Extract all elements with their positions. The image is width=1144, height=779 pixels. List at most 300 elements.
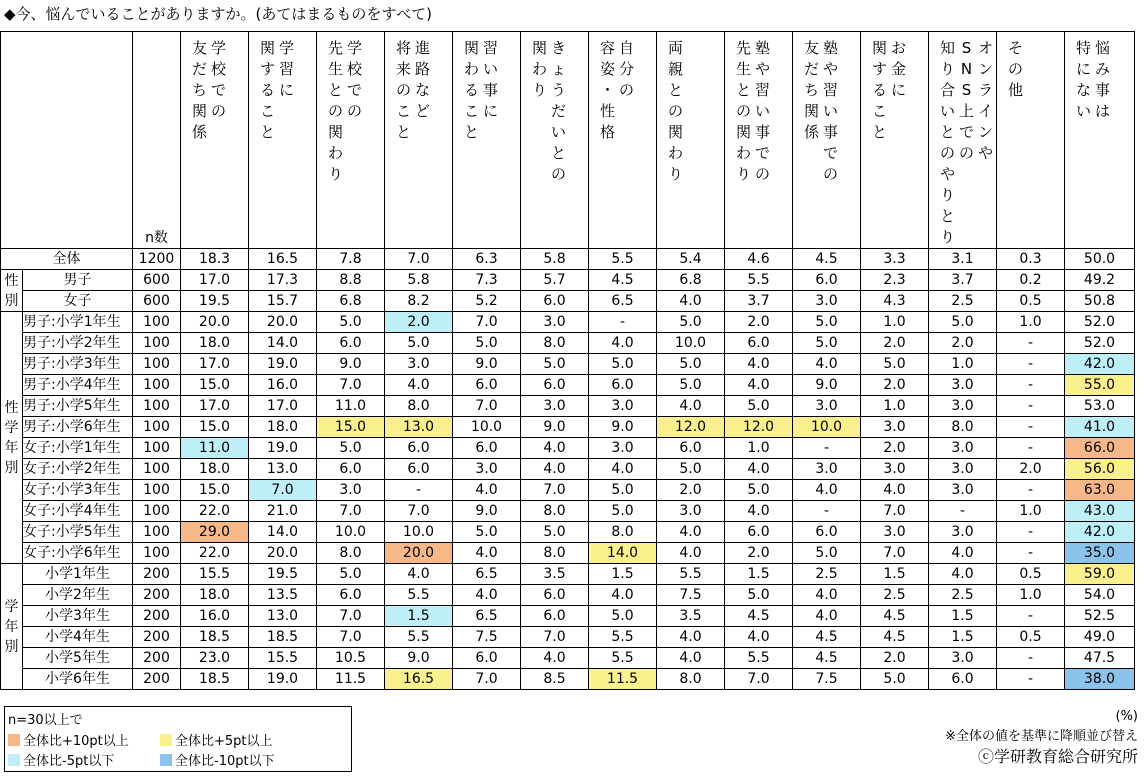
value-cell: 6.0 bbox=[657, 438, 725, 459]
value-cell: 5.0 bbox=[793, 312, 861, 333]
value-cell: 4.0 bbox=[725, 354, 793, 375]
table-row bbox=[1, 291, 1135, 312]
value-cell: 5.0 bbox=[725, 585, 793, 606]
value-cell: 4.0 bbox=[385, 375, 453, 396]
value-cell: 4.5 bbox=[793, 648, 861, 669]
table-row bbox=[1, 417, 1135, 438]
value-cell: 4.5 bbox=[725, 606, 793, 627]
header-char: 事 bbox=[482, 81, 498, 99]
value-cell: 4.0 bbox=[657, 543, 725, 564]
column-header-line bbox=[414, 38, 431, 143]
header-char: 習 bbox=[822, 81, 838, 99]
value-cell: 43.0 bbox=[1065, 501, 1135, 522]
header-char: り bbox=[531, 81, 547, 99]
value-cell: 5.0 bbox=[725, 396, 793, 417]
header-char: 学 bbox=[346, 39, 362, 57]
value-cell: 4.0 bbox=[453, 585, 521, 606]
value-cell: 3.3 bbox=[861, 249, 929, 270]
header-char: で bbox=[346, 81, 362, 99]
value-cell: 0.5 bbox=[997, 564, 1065, 585]
value-cell: 4.0 bbox=[453, 543, 521, 564]
value-cell: 6.8 bbox=[317, 291, 385, 312]
header-char: と bbox=[395, 123, 411, 141]
value-cell: 15.5 bbox=[249, 648, 317, 669]
value-cell: 8.0 bbox=[385, 396, 453, 417]
value-cell: 4.3 bbox=[861, 291, 929, 312]
group-label-char: 年 bbox=[4, 618, 19, 635]
row-label: 女子 bbox=[23, 291, 133, 312]
header-char: こ bbox=[871, 102, 887, 120]
column-header bbox=[249, 32, 317, 249]
value-cell: 3.0 bbox=[521, 312, 589, 333]
value-cell: 4.0 bbox=[589, 459, 657, 480]
value-cell: 50.0 bbox=[1065, 249, 1135, 270]
table-row bbox=[1, 585, 1135, 606]
header-char: に bbox=[482, 102, 498, 120]
legend-title: n=30以上で bbox=[8, 713, 83, 728]
value-cell: 0.2 bbox=[997, 270, 1065, 291]
value-cell: 4.5 bbox=[861, 627, 929, 648]
value-cell: 3.0 bbox=[929, 438, 997, 459]
legend-item-yellow bbox=[160, 730, 273, 749]
value-cell: 3.0 bbox=[929, 375, 997, 396]
column-header bbox=[589, 32, 657, 249]
value-cell: - bbox=[997, 354, 1065, 375]
value-cell: 42.0 bbox=[1065, 522, 1135, 543]
value-cell: - bbox=[997, 375, 1065, 396]
header-char: い bbox=[550, 123, 566, 141]
column-header bbox=[385, 32, 453, 249]
header-char: い bbox=[1075, 102, 1091, 120]
table-row bbox=[1, 480, 1135, 501]
table-row bbox=[1, 501, 1135, 522]
column-header bbox=[997, 32, 1065, 249]
n-cell: 100 bbox=[133, 501, 181, 522]
value-cell: 5.0 bbox=[589, 480, 657, 501]
value-cell: 5.5 bbox=[589, 249, 657, 270]
header-char: わ bbox=[531, 60, 547, 78]
row-label: 男子:小学6年生 bbox=[23, 417, 133, 438]
value-cell: 10.0 bbox=[657, 333, 725, 354]
value-cell: 18.0 bbox=[249, 417, 317, 438]
legend-label: 全体比-10pt以下 bbox=[175, 754, 275, 769]
row-label: 小学4年生 bbox=[23, 627, 133, 648]
table-row bbox=[1, 249, 1135, 270]
column-header-line bbox=[977, 38, 994, 248]
column-header-line bbox=[939, 38, 956, 248]
header-char: 金 bbox=[890, 60, 906, 78]
header-char: 関 bbox=[327, 123, 343, 141]
value-cell: 4.0 bbox=[453, 480, 521, 501]
value-cell: 3.0 bbox=[861, 417, 929, 438]
value-cell: 15.0 bbox=[181, 417, 249, 438]
value-cell: 7.8 bbox=[317, 249, 385, 270]
header-char: 学 bbox=[210, 39, 226, 57]
value-cell: 9.0 bbox=[317, 354, 385, 375]
column-header-line bbox=[395, 38, 412, 143]
value-cell: 5.5 bbox=[725, 648, 793, 669]
value-cell: 3.0 bbox=[861, 522, 929, 543]
legend-item-cyan bbox=[8, 750, 114, 769]
value-cell: 6.8 bbox=[657, 270, 725, 291]
header-char: こ bbox=[259, 102, 275, 120]
column-header-line bbox=[259, 38, 276, 143]
value-cell: - bbox=[793, 438, 861, 459]
value-cell: 4.0 bbox=[793, 480, 861, 501]
value-cell: 11.5 bbox=[589, 669, 657, 690]
header-char: り bbox=[667, 165, 683, 183]
header-char: で bbox=[822, 144, 838, 162]
value-cell: 17.0 bbox=[249, 396, 317, 417]
sort-note: ※全体の値を基準に降順並び替え bbox=[945, 729, 1138, 744]
value-cell: - bbox=[997, 522, 1065, 543]
value-cell: 6.0 bbox=[521, 375, 589, 396]
group-label bbox=[1, 312, 23, 564]
header-char: い bbox=[754, 102, 770, 120]
value-cell: 10.0 bbox=[453, 417, 521, 438]
value-cell: 52.0 bbox=[1065, 312, 1135, 333]
value-cell: 49.2 bbox=[1065, 270, 1135, 291]
column-header bbox=[181, 32, 249, 249]
header-char: と bbox=[871, 123, 887, 141]
header-char: い bbox=[822, 102, 838, 120]
column-header bbox=[657, 32, 725, 249]
value-cell: 6.0 bbox=[589, 375, 657, 396]
column-header-line bbox=[890, 38, 907, 143]
value-cell: 1.0 bbox=[861, 396, 929, 417]
value-cell: 3.5 bbox=[521, 564, 589, 585]
header-char: わ bbox=[667, 144, 683, 162]
legend-item-blue bbox=[160, 750, 275, 769]
column-header-line bbox=[327, 38, 344, 185]
value-cell: 3.1 bbox=[929, 249, 997, 270]
header-char: の bbox=[1007, 60, 1023, 78]
header-char: わ bbox=[327, 144, 343, 162]
header-char: 係 bbox=[803, 123, 819, 141]
column-header-line bbox=[278, 38, 295, 143]
value-cell: 20.0 bbox=[249, 312, 317, 333]
value-cell: 5.0 bbox=[317, 438, 385, 459]
value-cell: 3.0 bbox=[929, 459, 997, 480]
value-cell: 1.5 bbox=[725, 564, 793, 585]
column-header-line bbox=[667, 38, 684, 185]
value-cell: 18.0 bbox=[181, 333, 249, 354]
header-char: 進 bbox=[414, 39, 430, 57]
header-char: り bbox=[939, 186, 955, 204]
column-header-line bbox=[210, 38, 227, 143]
header-char: ち bbox=[803, 81, 819, 99]
value-cell: 18.0 bbox=[181, 585, 249, 606]
value-cell: 1.5 bbox=[929, 627, 997, 648]
value-cell: 1.0 bbox=[725, 438, 793, 459]
group-label-char: 学 bbox=[4, 419, 19, 436]
group-label bbox=[1, 270, 23, 312]
value-cell: 9.0 bbox=[793, 375, 861, 396]
value-cell: 20.0 bbox=[385, 543, 453, 564]
header-char: で bbox=[754, 144, 770, 162]
value-cell: 38.0 bbox=[1065, 669, 1135, 690]
value-cell: 5.0 bbox=[589, 501, 657, 522]
header-char: 特 bbox=[1075, 39, 1091, 57]
page-title: ◆今、悩んでいることがありますか。(あてはまるものをすべて) bbox=[4, 5, 432, 23]
value-cell: 8.0 bbox=[929, 417, 997, 438]
column-header bbox=[521, 32, 589, 249]
header-char: り bbox=[939, 228, 955, 246]
header-char: 関 bbox=[667, 123, 683, 141]
column-header-line bbox=[191, 38, 208, 143]
value-cell: 3.0 bbox=[589, 438, 657, 459]
header-char: の bbox=[618, 81, 634, 99]
header-char: 習 bbox=[482, 39, 498, 57]
header-char: る bbox=[463, 81, 479, 99]
header-char: う bbox=[550, 81, 566, 99]
value-cell: 3.0 bbox=[521, 396, 589, 417]
header-char: こ bbox=[395, 102, 411, 120]
header-char: だ bbox=[803, 60, 819, 78]
header-char: 関 bbox=[463, 39, 479, 57]
value-cell: 22.0 bbox=[181, 543, 249, 564]
header-char: だ bbox=[191, 60, 207, 78]
value-cell: 4.5 bbox=[793, 627, 861, 648]
table-row bbox=[1, 312, 1135, 333]
table-row bbox=[1, 522, 1135, 543]
value-cell: 22.0 bbox=[181, 501, 249, 522]
header-char: な bbox=[1075, 81, 1091, 99]
value-cell: 5.0 bbox=[657, 375, 725, 396]
column-header bbox=[1065, 32, 1135, 249]
header-char: い bbox=[939, 102, 955, 120]
value-cell: 3.0 bbox=[929, 396, 997, 417]
group-label-char: 別 bbox=[4, 638, 19, 655]
column-header bbox=[861, 32, 929, 249]
value-cell: 2.0 bbox=[861, 438, 929, 459]
header-corner bbox=[1, 32, 133, 249]
value-cell: 1.0 bbox=[997, 585, 1065, 606]
value-cell: 17.0 bbox=[181, 270, 249, 291]
value-cell: 5.5 bbox=[385, 627, 453, 648]
header-char: や bbox=[977, 144, 993, 162]
header-char: 知 bbox=[939, 39, 955, 57]
header-char: 塾 bbox=[754, 39, 770, 57]
value-cell: - bbox=[997, 543, 1065, 564]
value-cell: 6.0 bbox=[793, 522, 861, 543]
header-char: オ bbox=[977, 39, 993, 57]
header-char: 関 bbox=[735, 123, 751, 141]
value-cell: 14.0 bbox=[589, 543, 657, 564]
value-cell: 4.0 bbox=[725, 459, 793, 480]
header-char: 関 bbox=[259, 39, 275, 57]
table-row bbox=[1, 669, 1135, 690]
value-cell: 13.0 bbox=[385, 417, 453, 438]
value-cell: 7.3 bbox=[453, 270, 521, 291]
value-cell: 3.0 bbox=[793, 291, 861, 312]
header-char: と bbox=[939, 123, 955, 141]
value-cell: 9.0 bbox=[385, 648, 453, 669]
header-char: ン bbox=[977, 123, 993, 141]
value-cell: 7.0 bbox=[317, 501, 385, 522]
value-cell: 5.5 bbox=[725, 270, 793, 291]
value-cell: 4.0 bbox=[657, 396, 725, 417]
n-cell: 200 bbox=[133, 606, 181, 627]
header-char: の bbox=[822, 165, 838, 183]
header-char: 関 bbox=[191, 102, 207, 120]
value-cell: 6.0 bbox=[317, 585, 385, 606]
value-cell: - bbox=[997, 417, 1065, 438]
column-header-line bbox=[482, 38, 499, 143]
header-char: 学 bbox=[278, 39, 294, 57]
value-cell: 4.0 bbox=[929, 564, 997, 585]
value-cell: 21.0 bbox=[249, 501, 317, 522]
group-label-char: 性 bbox=[4, 399, 19, 416]
value-cell: 5.0 bbox=[589, 354, 657, 375]
value-cell: 12.0 bbox=[657, 417, 725, 438]
value-cell: 2.0 bbox=[861, 333, 929, 354]
value-cell: 1.5 bbox=[861, 564, 929, 585]
notes bbox=[945, 707, 1138, 767]
value-cell: 6.5 bbox=[453, 564, 521, 585]
n-cell: 600 bbox=[133, 291, 181, 312]
value-cell: 7.0 bbox=[317, 606, 385, 627]
value-cell: 7.0 bbox=[249, 480, 317, 501]
value-cell: 3.7 bbox=[929, 270, 997, 291]
header-char: す bbox=[259, 60, 275, 78]
value-cell: 4.5 bbox=[861, 606, 929, 627]
value-cell: 18.5 bbox=[181, 627, 249, 648]
value-cell: 5.0 bbox=[725, 480, 793, 501]
value-cell: 2.5 bbox=[929, 585, 997, 606]
value-cell: 52.0 bbox=[1065, 333, 1135, 354]
value-cell: 8.2 bbox=[385, 291, 453, 312]
table-row bbox=[1, 438, 1135, 459]
header-char: S bbox=[961, 81, 972, 99]
value-cell: 3.0 bbox=[453, 459, 521, 480]
header-char: い bbox=[482, 60, 498, 78]
column-header-line bbox=[550, 38, 567, 185]
column-header bbox=[725, 32, 793, 249]
row-label: 男子:小学2年生 bbox=[23, 333, 133, 354]
header-char: ン bbox=[977, 60, 993, 78]
header-char: す bbox=[871, 60, 887, 78]
header-char: の bbox=[939, 144, 955, 162]
value-cell: 7.5 bbox=[793, 669, 861, 690]
header-char: に bbox=[890, 81, 906, 99]
value-cell: 5.8 bbox=[385, 270, 453, 291]
header-char: 係 bbox=[191, 123, 207, 141]
value-cell: 3.0 bbox=[657, 501, 725, 522]
table-row bbox=[1, 459, 1135, 480]
header-char: 校 bbox=[346, 60, 362, 78]
value-cell: 13.0 bbox=[249, 606, 317, 627]
value-cell: 3.0 bbox=[317, 480, 385, 501]
value-cell: 1.0 bbox=[997, 501, 1065, 522]
header-char: N bbox=[960, 60, 973, 78]
copyright: ⓒ学研教育総合研究所 bbox=[977, 747, 1138, 766]
header-char: 生 bbox=[735, 60, 751, 78]
value-cell: 7.0 bbox=[861, 501, 929, 522]
value-cell: 17.3 bbox=[249, 270, 317, 291]
row-label: 小学3年生 bbox=[23, 606, 133, 627]
value-cell: 9.0 bbox=[453, 354, 521, 375]
column-header-line bbox=[754, 38, 771, 185]
value-cell: 6.0 bbox=[453, 438, 521, 459]
orange-swatch bbox=[8, 734, 20, 746]
value-cell: 5.0 bbox=[793, 333, 861, 354]
header-char: お bbox=[890, 39, 906, 57]
value-cell: 19.5 bbox=[181, 291, 249, 312]
header-char: き bbox=[550, 39, 566, 57]
value-cell: 14.0 bbox=[249, 333, 317, 354]
header-char: の bbox=[550, 165, 566, 183]
value-cell: 4.0 bbox=[521, 438, 589, 459]
value-cell: 4.0 bbox=[861, 480, 929, 501]
value-cell: 16.5 bbox=[385, 669, 453, 690]
table-row bbox=[1, 564, 1135, 585]
header-char: る bbox=[259, 81, 275, 99]
header-char: こ bbox=[463, 102, 479, 120]
header-char: 両 bbox=[667, 39, 683, 57]
value-cell: 7.0 bbox=[453, 669, 521, 690]
header-char: 来 bbox=[395, 60, 411, 78]
value-cell: 42.0 bbox=[1065, 354, 1135, 375]
n-cell: 200 bbox=[133, 669, 181, 690]
value-cell: 5.0 bbox=[929, 312, 997, 333]
column-header-line bbox=[531, 38, 548, 185]
value-cell: 4.0 bbox=[657, 648, 725, 669]
header-char: わ bbox=[463, 60, 479, 78]
header-char: 格 bbox=[599, 123, 615, 141]
value-cell: 5.0 bbox=[657, 354, 725, 375]
header-char: と bbox=[327, 81, 343, 99]
value-cell: 2.3 bbox=[861, 270, 929, 291]
row-label: 女子:小学1年生 bbox=[23, 438, 133, 459]
value-cell: 4.0 bbox=[725, 501, 793, 522]
group-label-char: 性 bbox=[4, 272, 19, 289]
value-cell: 19.5 bbox=[249, 564, 317, 585]
value-cell: 4.0 bbox=[589, 333, 657, 354]
row-label: 男子:小学5年生 bbox=[23, 396, 133, 417]
n-cell: 200 bbox=[133, 564, 181, 585]
value-cell: 23.0 bbox=[181, 648, 249, 669]
legend-item-orange bbox=[8, 730, 129, 749]
value-cell: 5.0 bbox=[861, 669, 929, 690]
value-cell: 5.7 bbox=[521, 270, 589, 291]
value-cell: 18.0 bbox=[181, 459, 249, 480]
value-cell: 16.0 bbox=[181, 606, 249, 627]
header-char: 容 bbox=[599, 39, 615, 57]
value-cell: 3.0 bbox=[793, 459, 861, 480]
value-cell: 4.0 bbox=[725, 627, 793, 648]
value-cell: 7.0 bbox=[861, 543, 929, 564]
value-cell: 3.0 bbox=[861, 459, 929, 480]
row-label: 男子:小学4年生 bbox=[23, 375, 133, 396]
value-cell: 19.0 bbox=[249, 669, 317, 690]
header-char: わ bbox=[735, 144, 751, 162]
value-cell: 4.0 bbox=[929, 543, 997, 564]
value-cell: 6.0 bbox=[725, 333, 793, 354]
value-cell: 50.8 bbox=[1065, 291, 1135, 312]
column-header-line bbox=[599, 38, 616, 143]
value-cell: 7.5 bbox=[657, 585, 725, 606]
header-char: 姿 bbox=[599, 60, 615, 78]
header-char: 性 bbox=[599, 102, 615, 120]
group-label-char: 年 bbox=[4, 439, 19, 456]
value-cell: 5.2 bbox=[453, 291, 521, 312]
value-cell: 20.0 bbox=[181, 312, 249, 333]
value-cell: 6.5 bbox=[589, 291, 657, 312]
n-cell: 100 bbox=[133, 312, 181, 333]
value-cell: 5.0 bbox=[317, 312, 385, 333]
value-cell: 6.0 bbox=[317, 333, 385, 354]
